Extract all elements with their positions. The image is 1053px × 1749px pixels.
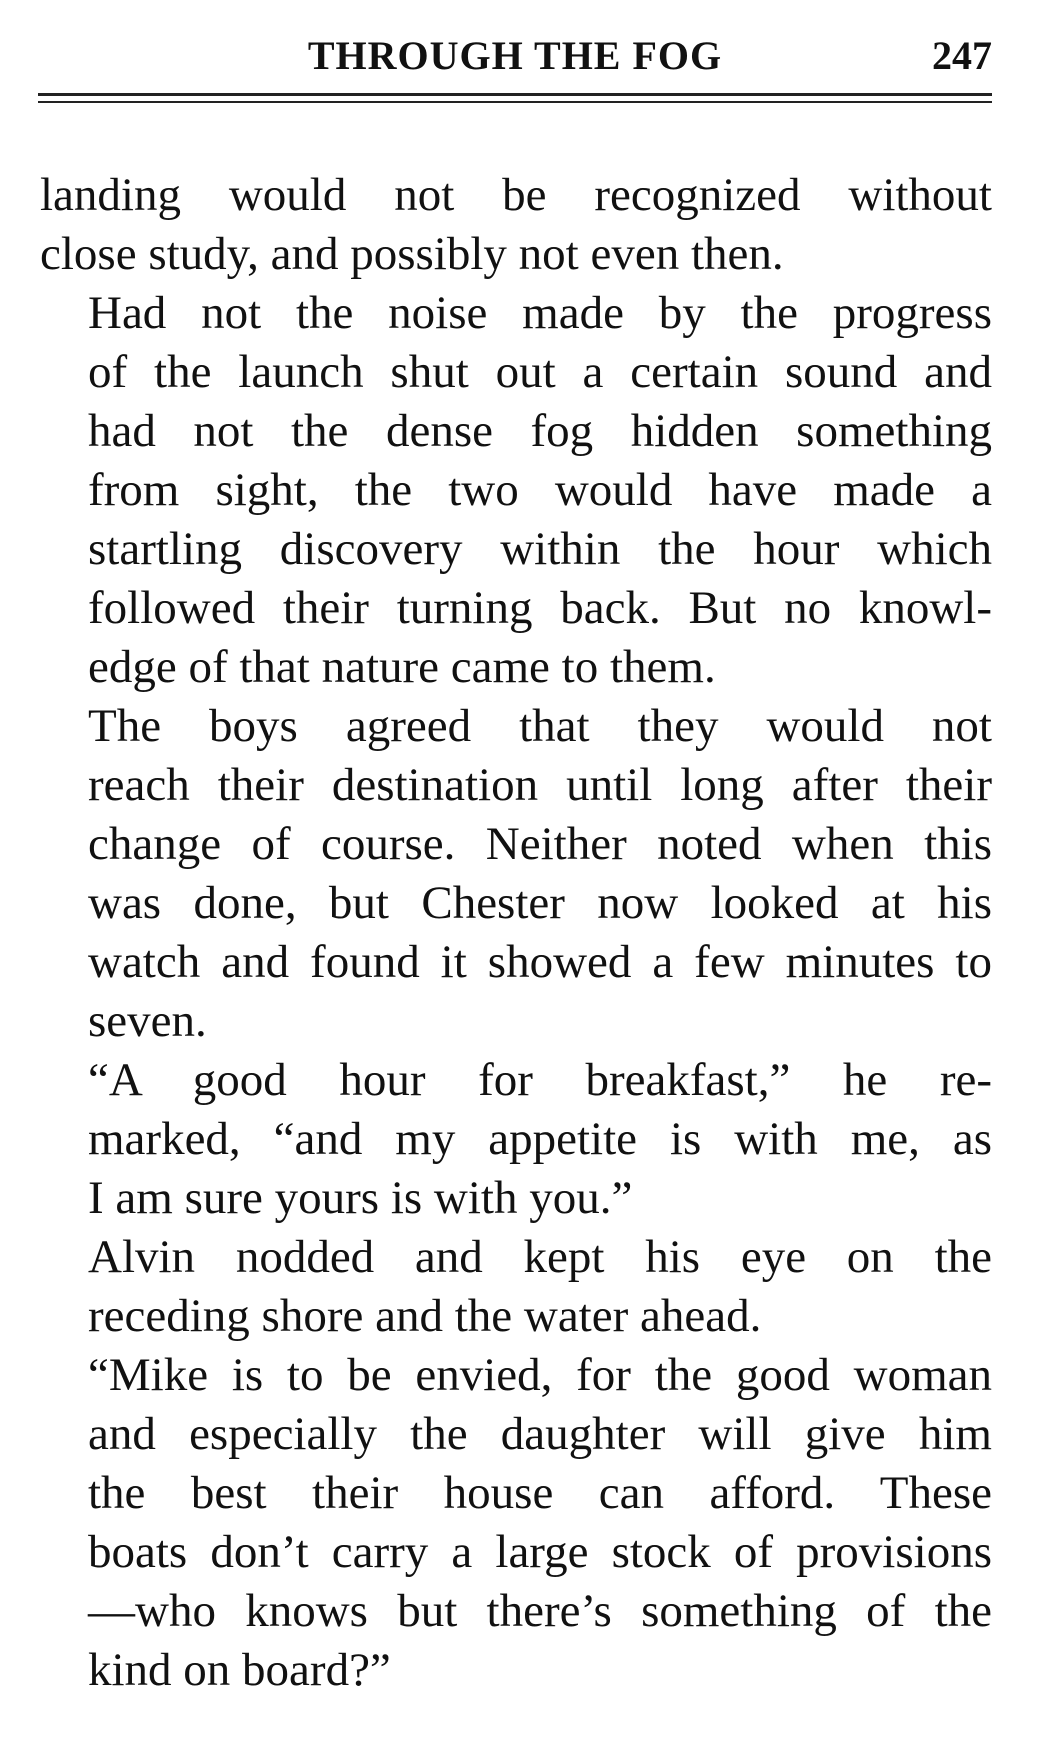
header-rule-thin (38, 101, 992, 103)
text-line: “Mike is to be envied, for the good woman (88, 1349, 992, 1401)
text-line: landing would not be recognized without (40, 169, 992, 221)
text-line: change of course. Neither noted when this (88, 818, 992, 870)
text-line: was done, but Chester now looked at his (88, 877, 992, 929)
text-line: kind on board?” (88, 1644, 391, 1696)
paragraph (40, 697, 992, 1051)
text-line: close study, and possibly not even then. (40, 228, 784, 280)
text-line: seven. (88, 995, 207, 1047)
text-line: the best their house can afford. These (88, 1467, 992, 1519)
text-line: boats don’t carry a large stock of provisions (88, 1526, 992, 1578)
paragraph (40, 1228, 992, 1346)
text-line: “A good hour for breakfast,” he re- (88, 1054, 992, 1106)
running-title: THROUGH THE FOG (307, 33, 723, 78)
body-text (40, 166, 992, 1700)
text-line: of the launch shut out a certain sound and (88, 346, 992, 398)
paragraph (40, 1051, 992, 1228)
page-number: 247 (932, 33, 992, 78)
paragraph (40, 1346, 992, 1700)
text-line: Had not the noise made by the progress (88, 287, 992, 339)
text-line: from sight, the two would have made a (88, 464, 992, 516)
text-line: I am sure yours is with you.” (88, 1172, 633, 1224)
text-line: The boys agreed that they would not (88, 700, 992, 752)
text-line: had not the dense fog hidden something (88, 405, 992, 457)
text-line: —who knows but there’s something of the (88, 1585, 992, 1637)
running-head (38, 28, 992, 84)
text-line: watch and found it showed a few minutes to (88, 936, 992, 988)
text-line: followed their turning back. But no knowl- (88, 582, 992, 634)
paragraph (40, 166, 992, 284)
text-line: edge of that nature came to them. (88, 641, 716, 693)
text-line: Alvin nodded and kept his eye on the (88, 1231, 992, 1283)
header-rule-thick (38, 93, 992, 96)
text-line: and especially the daughter will give him (88, 1408, 992, 1460)
paragraph (40, 284, 992, 697)
text-line: marked, “and my appetite is with me, as (88, 1113, 992, 1165)
text-line: reach their destination until long after their (88, 759, 992, 811)
text-line: startling discovery within the hour which (88, 523, 992, 575)
text-line: receding shore and the water ahead. (88, 1290, 762, 1342)
